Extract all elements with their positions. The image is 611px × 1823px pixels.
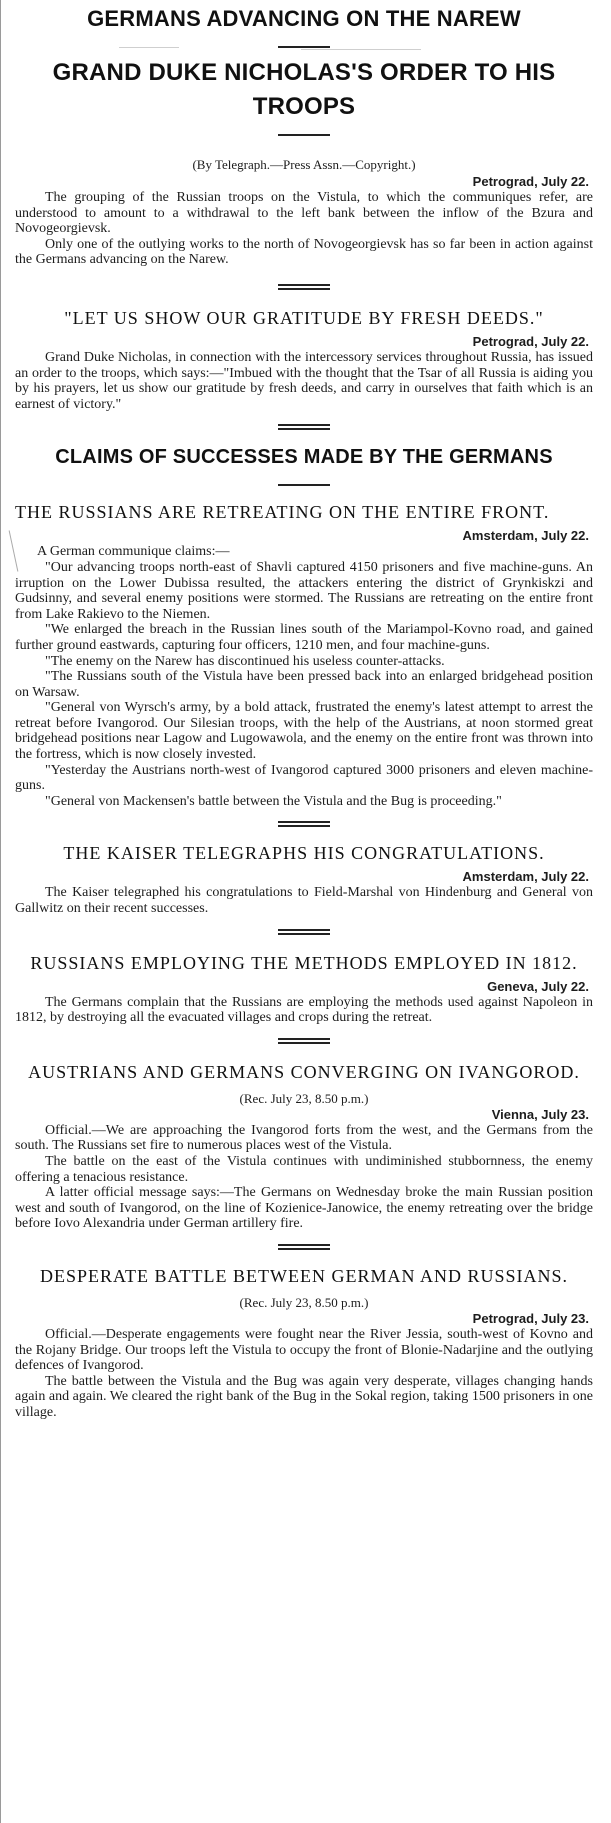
paragraph: "General von Wyrsch's army, by a bold attack, frustrated the enemy's latest attempt to arrest the retreat before Ivangorod. Our Silesian troops, with the help of the Austrians, at noon stormed great bridgehead positions near Lagow and Lugowawola, and the enemy on the entire front was thrown into the fortress, which is now closely invested. [15, 700, 593, 763]
divider-rule [278, 1244, 330, 1246]
divider-rule [278, 284, 330, 286]
divider-rule [278, 929, 330, 931]
dispatch-kaiser [15, 841, 593, 916]
dispatch-vienna [15, 1060, 593, 1232]
paragraph: Official.—Desperate engagements were fought near the River Jessia, south-west of Kovno and the Rojany Bridge. Our troops left the Vistula to occupy the front of Blonie-Nadarjine and the outlying defences of Ivangorod. [15, 1326, 593, 1374]
divider-rule [278, 1248, 330, 1250]
section-heading: "LET US SHOW OUR GRATITUDE BY FRESH DEEDS." [64, 307, 544, 328]
wire-credit: (By Telegraph.—Press Assn.—Copyright.) [192, 157, 416, 172]
section-heading: THE RUSSIANS ARE RETREATING ON THE ENTIRE FRONT. [15, 502, 550, 523]
section-heading: AUSTRIANS AND GERMANS CONVERGING ON IVANGOROD. [28, 1061, 580, 1082]
dateline: Amsterdam, July 22. [462, 869, 589, 885]
paragraph: The battle on the east of the Vistula continues with undiminished stubbornness, the enemy offering a tenacious resistance. [15, 1154, 593, 1185]
dateline: Amsterdam, July 22. [462, 528, 589, 544]
paragraph: A German communique claims:— [37, 544, 230, 560]
section-heading: THE KAISER TELEGRAPHS HIS CONGRATULATIONS. [63, 843, 545, 864]
paragraph: The grouping of the Russian troops on the Vistula, to which the communiques refer, are understood to amount to a withdrawal to the left bank between the inflow of the Bzura and Novogeorgievsk. [15, 190, 593, 237]
divider-rule [278, 821, 330, 823]
paragraph: "Yesterday the Austrians north-west of Ivangorod captured 3000 prisoners and eleven machine-guns. [15, 762, 593, 794]
divider-rule [278, 288, 330, 290]
paragraph: "Our advancing troops north-east of Shavli captured 4150 prisoners and five machine-guns. An irruption on the Lower Dubissa resulted, the attackers entering the district of Grynkiskzi and Gudsinny, and several enemy positions were stormed. The Russians are retreating on the entire front from Lake Rakievo to the Niemen. [15, 559, 593, 622]
paragraph: "The Russians south of the Vistula have been pressed back into an enlarged bridgehead position on Warsaw. [15, 669, 593, 700]
paragraph: "We enlarged the breach in the Russian lines south of the Mariampol-Kovno road, and gained further ground eastwards, capturing four officers, 1210 men, and four machine-guns. [15, 622, 593, 653]
ink-smudge [301, 49, 421, 50]
paragraph: Official.—We are approaching the Ivangorod forts from the west, and the Germans from the south. The Russians set fire to numerous places west of the Vistula. [15, 1122, 593, 1154]
received-time: (Rec. July 23, 8.50 p.m.) [239, 1090, 369, 1106]
dateline: Vienna, July 23. [491, 1106, 589, 1122]
divider-rule [278, 424, 330, 426]
headline: GERMANS ADVANCING ON THE NAREW [87, 6, 521, 31]
section-heading: DESPERATE BATTLE BETWEEN GERMAN AND RUSSIANS. [39, 1265, 568, 1286]
divider-rule [278, 1042, 330, 1044]
divider-rule [278, 428, 330, 430]
dispatch-gratitude [15, 306, 593, 412]
paragraph: "The enemy on the Narew has discontinued his useless counter-attacks. [45, 653, 445, 669]
ink-smudge [119, 47, 179, 48]
section-heading: RUSSIANS EMPLOYING THE METHODS EMPLOYED IN 1812. [30, 952, 578, 973]
divider-rule [278, 825, 330, 827]
paragraph: The Kaiser telegraphed his congratulations to Field-Marshal von Hindenburg and General von Gallwitz on their recent successes. [15, 885, 593, 917]
divider-rule [278, 933, 330, 935]
dispatch-petrograd-1 [15, 174, 593, 268]
paragraph: Only one of the outlying works to the north of Novogeorgievsk has so far been in action against the Germans advancing on the Narew. [15, 236, 593, 268]
dispatch-german-claims [15, 444, 593, 809]
paragraph: Grand Duke Nicholas, in connection with the intercessory services throughout Russia, has issued an order to the troops, which says:—"Imbued with the thought that the Tsar of all Russia is aiding you by his prayers, let us show our gratitude by fresh deeds, and carry in ourselves that faith which is an earnest of victory." [15, 349, 593, 412]
major-heading: CLAIMS OF SUCCESSES MADE BY THE GERMANS [55, 446, 553, 469]
paragraph: "General von Mackensen's battle between the Vistula and the Bug is proceeding." [45, 793, 502, 809]
dateline: Petrograd, July 22. [472, 174, 589, 189]
paragraph: A latter official message says:—The Germans on Wednesday broke the main Russian position west and south of Ivangorod, on the line of Kozienice-Janowice, the enemy retreating over the bridge before Iovo Alexandria under German artillery fire. [15, 1185, 593, 1232]
subheadline: GRAND DUKE NICHOLAS'S ORDER TO HIS TROOPS [52, 59, 556, 120]
dateline: Geneva, July 22. [487, 978, 589, 994]
dateline: Petrograd, July 23. [472, 1310, 589, 1326]
dateline: Petrograd, July 22. [472, 333, 589, 349]
dispatch-petrograd-2 [15, 1264, 593, 1421]
received-time: (Rec. July 23, 8.50 p.m.) [239, 1294, 369, 1310]
article-column [1, 6, 611, 1421]
paragraph: The battle between the Vistula and the Bug was again very desperate, villages changing hands again and again. We cleared the right bank of the Bug in the Sokal region, taking 1500 prisoners in one village. [15, 1373, 593, 1420]
dispatch-geneva [15, 951, 593, 1026]
paragraph: The Germans complain that the Russians are employing the methods used against Napoleon in 1812, by destroying all the evacuated villages and crops during the retreat. [15, 994, 593, 1026]
divider-rule [278, 1038, 330, 1040]
